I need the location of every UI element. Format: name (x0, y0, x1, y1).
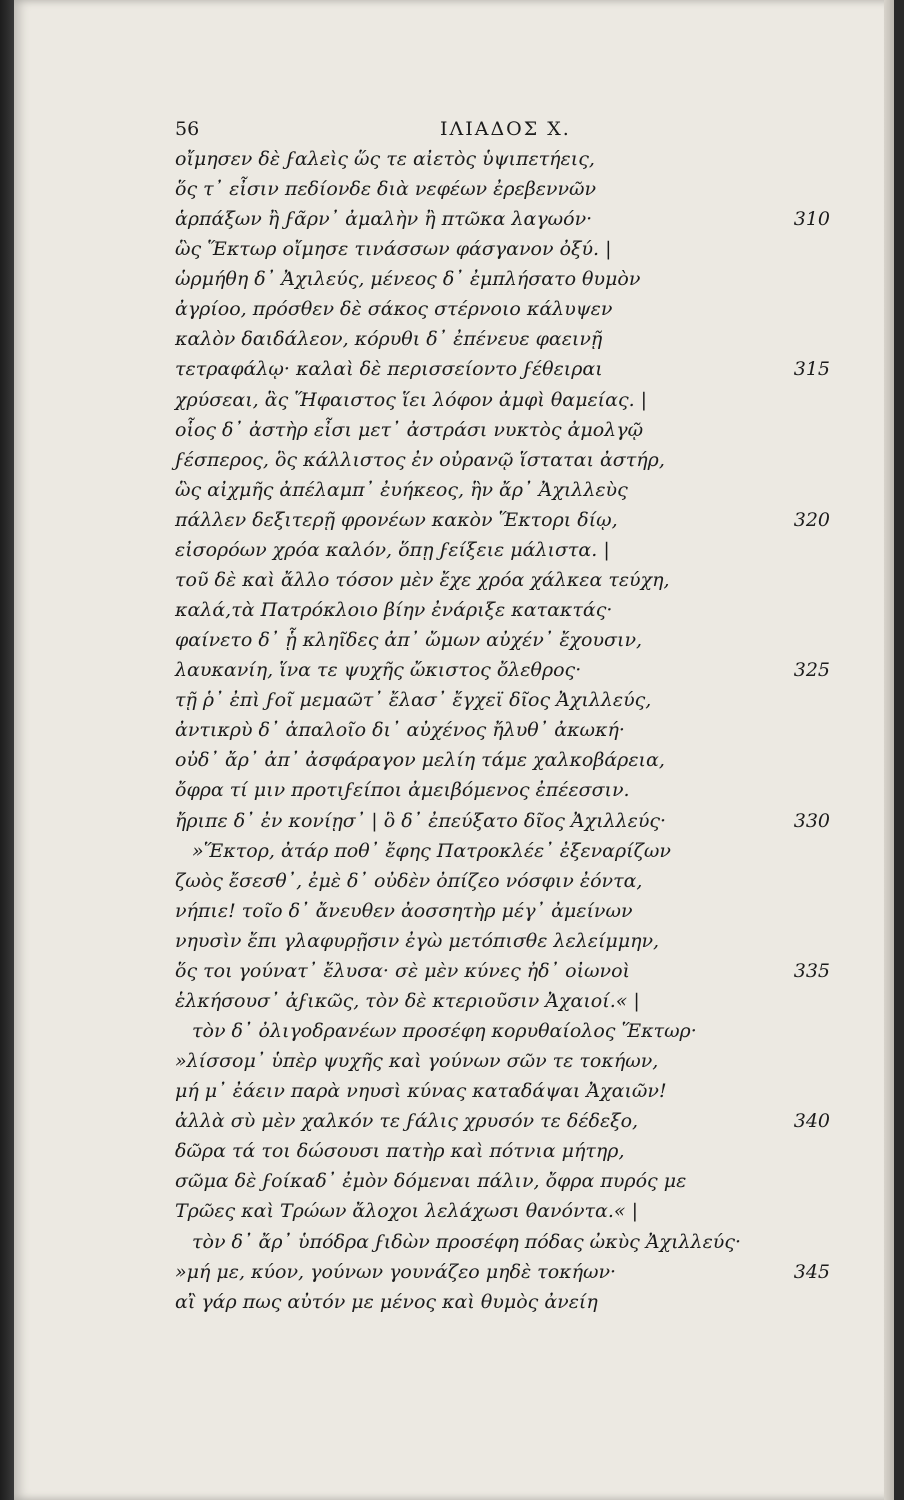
verse-line: ἁρπάξων ἢ ϝᾶρν᾽ ἀμαλὴν ἢ πτῶκα λαγωόν· (175, 208, 593, 230)
verse-line: τὸν δ᾽ ὀλιγοδρανέων προσέφη κορυθαίολος Ἕκτωρ· (192, 1020, 697, 1042)
verse-line: καλά,τὰ Πατρόκλοιο βίην ἐνάριξε κατακτάς· (175, 599, 613, 621)
verse-line: ὅς τοι γούνατ᾽ ἔλυσα· σὲ μὲν κύνες ἠδ᾽ οἰωνοὶ (175, 960, 630, 982)
verse-line: ἀγρίοο, πρόσθεν δὲ σάκος στέρνοιο κάλυψεν (175, 298, 613, 320)
book-spine-shadow (0, 0, 14, 1500)
verse-line: τετραφάλῳ· καλαὶ δὲ περισσείοντο ϝέθειραι (175, 358, 603, 380)
verse-line: λαυκανίη, ἵνα τε ψυχῆς ὤκιστος ὄλεθρος· (175, 659, 582, 681)
verse-line: τὸν δ᾽ ἄρ᾽ ὑπόδρα ϝιδὼν προσέφη πόδας ὠκὺς Ἀχιλλεύς· (192, 1231, 742, 1253)
verse-line: ἤριπε δ᾽ ἐν κονίῃσ᾽ | ὃ δ᾽ ἐπεύξατο δῖος Ἀχιλλεύς· (175, 810, 667, 832)
line-number: 320 (793, 509, 830, 531)
line-number: 335 (793, 960, 830, 982)
verse-line: ὡρμήθη δ᾽ Ἀχιλεύς, μένεος δ᾽ ἐμπλήσατο θυμὸν (175, 268, 641, 290)
line-number: 340 (793, 1110, 830, 1132)
verse-line: »μή με, κύον, γούνων γουνάζεο μηδὲ τοκήων· (175, 1261, 617, 1283)
line-number: 345 (793, 1261, 830, 1283)
verse-line: χρύσεαι, ἃς Ἥφαιστος ἵει λόφον ἀμφὶ θαμείας. | (175, 389, 648, 411)
verse-line: πάλλεν δεξιτερῇ φρονέων κακὸν Ἕκτορι δίῳ, (175, 509, 618, 531)
verse-line: οἷος δ᾽ ἀστὴρ εἶσι μετ᾽ ἀστράσι νυκτὸς ἀμολγῷ (175, 419, 644, 441)
verse-line: ὄφρα τί μιν προτιϝείποι ἀμειβόμενος ἐπέεσσιν. (175, 779, 630, 801)
verse-line: ἀντικρὺ δ᾽ ἁπαλοῖο δι᾽ αὐχένος ἤλυθ᾽ ἀκωκή· (175, 719, 625, 741)
verse-line: ζωὸς ἔσεσθ᾽, ἐμὲ δ᾽ οὐδὲν ὀπίζεο νόσφιν ἐόντα, (175, 870, 643, 892)
verse-line: δῶρα τά τοι δώσουσι πατὴρ καὶ πότνια μήτηρ, (175, 1140, 625, 1162)
verse-line: Τρῶες καὶ Τρώων ἄλοχοι λελάχωσι θανόντα.« | (175, 1200, 638, 1222)
verse-line: σῶμα δὲ ϝοίκαδ᾽ ἐμὸν δόμεναι πάλιν, ὄφρα πυρός με (175, 1170, 687, 1192)
line-number: 325 (793, 659, 830, 681)
verse-line: ἑλκήσουσ᾽ ἀϝικῶς, τὸν δὲ κτεριοῦσιν Ἀχαιοί.« | (175, 990, 640, 1012)
line-number: 330 (793, 810, 830, 832)
page-number: 56 (175, 118, 200, 140)
verse-line: ὣς Ἕκτωρ οἴμησε τινάσσων φάσγανον ὀξύ. | (175, 238, 612, 260)
page-edge (884, 0, 894, 1500)
verse-line: νήπιε! τοῖο δ᾽ ἄνευθεν ἀοσσητὴρ μέγ᾽ ἀμείνων (175, 900, 633, 922)
verse-line: νηυσὶν ἔπι γλαφυρῇσιν ἐγὼ μετόπισθε λελείμμην, (175, 930, 660, 952)
verse-line: ὣς αἰχμῆς ἀπέλαμπ᾽ ἐυήκεος, ἣν ἄρ᾽ Ἀχιλλεὺς (175, 479, 628, 501)
verse-line: φαίνετο δ᾽ ᾗ κληῖδες ἀπ᾽ ὤμων αὐχέν᾽ ἔχουσιν, (175, 629, 643, 651)
running-title: ΙΛΙΑΔΟΣ Χ. (440, 118, 571, 140)
verse-line: τοῦ δὲ καὶ ἄλλο τόσον μὲν ἔχε χρόα χάλκεα τεύχη, (175, 569, 670, 591)
verse-line: εἰσορόων χρόα καλόν, ὅπῃ ϝείξειε μάλιστα. | (175, 539, 610, 561)
verse-line: οἴμησεν δὲ ϝαλεὶς ὥς τε αἰετὸς ὑψιπετήεις, (175, 148, 595, 170)
verse-line: »Ἕκτορ, ἀτάρ ποθ᾽ ἔφης Πατροκλέε᾽ ἐξεναρίζων (192, 840, 671, 862)
verse-line: »λίσσομ᾽ ὑπὲρ ψυχῆς καὶ γούνων σῶν τε τοκήων, (175, 1050, 659, 1072)
verse-line: αἲ γάρ πως αὐτόν με μένος καὶ θυμὸς ἀνείη (175, 1291, 598, 1313)
verse-line: ϝέσπερος, ὃς κάλλιστος ἐν οὐρανῷ ἵσταται ἀστήρ, (175, 449, 665, 471)
verse-line: καλὸν δαιδάλεον, κόρυθι δ᾽ ἐπένευε φαεινῇ (175, 328, 603, 350)
verse-line: μή μ᾽ ἐάειν παρὰ νηυσὶ κύνας καταδάψαι Ἀχαιῶν! (175, 1080, 667, 1102)
verse-line: ἀλλὰ σὺ μὲν χαλκόν τε ϝάλις χρυσόν τε δέδεξο, (175, 1110, 639, 1132)
verse-line: οὐδ᾽ ἄρ᾽ ἀπ᾽ ἀσφάραγον μελίη τάμε χαλκοβάρεια, (175, 749, 665, 771)
line-number: 310 (793, 208, 830, 230)
verse-line: ὅς τ᾽ εἶσιν πεδίονδε διὰ νεφέων ἐρεβεννῶν (175, 178, 597, 200)
line-number: 315 (793, 358, 830, 380)
verse-line: τῇ ῥ᾽ ἐπὶ ϝοῖ μεμαῶτ᾽ ἔλασ᾽ ἔγχεϊ δῖος Ἀχιλλεύς, (175, 689, 652, 711)
